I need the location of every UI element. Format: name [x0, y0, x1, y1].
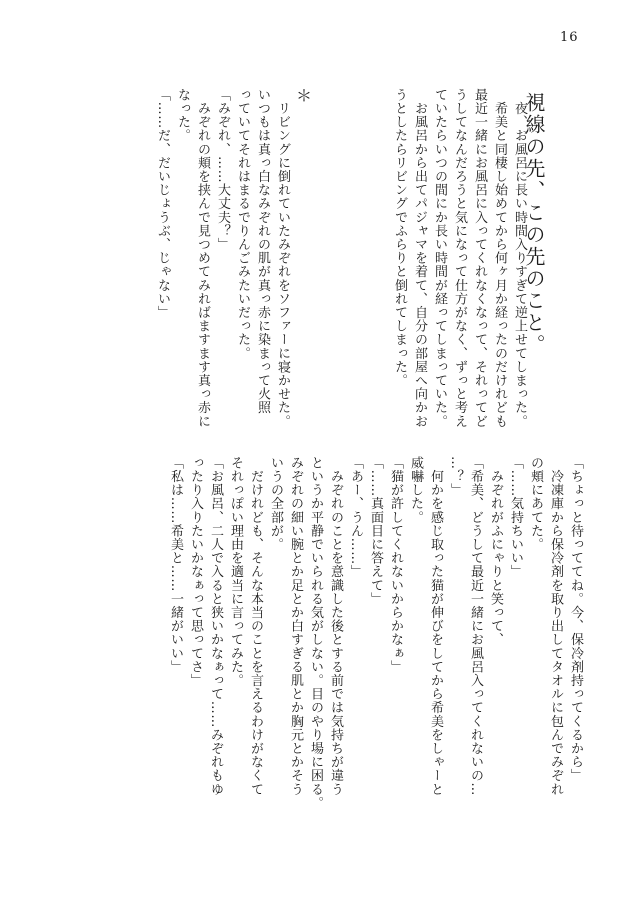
text-line: なった。	[175, 88, 190, 143]
text-line: それっぽい理由を適当に言ってみた。	[228, 456, 243, 688]
text-line: っていてそれはまるでりんごみたいだった。	[235, 88, 250, 360]
text-line: ていたらいつの間にか長い時間が経ってしまっていた。	[432, 88, 447, 428]
text-line: 「希美、どうして最近一緒にお風呂入ってくれないの…	[468, 456, 483, 796]
text-line: の頬にあてた。	[528, 456, 543, 552]
text-line: リビングに倒れていたみぞれをソファーに寝かせた。	[275, 88, 290, 428]
text-line: だけれども、そんな本当のことを言えるわけがなくて	[248, 456, 263, 796]
text-line: ったり入りたいかなぁって思ってさ」	[188, 456, 203, 688]
text-line: 冷凍庫から保冷剤を取り出してタオルに包んでみぞれ	[548, 456, 563, 796]
text-line: 「あー、うん……」	[348, 456, 363, 579]
scene-break-asterisk: ＊	[296, 86, 313, 105]
text-line: 「……だ、だいじょうぶ、じゃない」	[155, 88, 170, 320]
text-line: うとしたらリビングでふらりと倒れてしまった。	[392, 88, 407, 388]
text-line: 「みぞれ、……大丈夫？」	[215, 88, 230, 252]
text-block-top	[389, 88, 529, 433]
text-line: お風呂から出てパジャマを着て、自分の部屋へ向かお	[412, 88, 427, 428]
text-block-top-2	[152, 88, 292, 433]
text-line: 希美と同棲し始めてから何ヶ月か経ったのだけれども	[492, 88, 507, 428]
text-block-bottom	[165, 456, 585, 810]
page-number: 16	[560, 30, 579, 45]
text-line: みぞれの細い腕とか足とか白すぎる肌とか胸元とかそう	[288, 456, 303, 796]
text-line: 「ちょっと待っててね。今、保冷剤持ってくるから」	[568, 456, 583, 783]
text-line: 威嚇した。	[408, 456, 423, 524]
text-line: …？」	[448, 456, 463, 497]
text-line: みぞれの頬を挟んで見つめてみればますます真っ赤に	[195, 88, 210, 428]
chapter-title: 視線の先、この先のこと。	[522, 92, 546, 356]
text-line: いつもは真っ白なみぞれの肌が真っ赤に染まって火照	[255, 88, 270, 415]
text-line: 「……気持ちいい」	[508, 456, 523, 579]
text-line: 「お風呂、二人で入ると狭いかなぁって……みぞれもゆ	[208, 456, 223, 796]
text-line: みぞれのことを意識した後とする前では気持ちが違う	[328, 456, 343, 796]
text-line: 「……真面目に答えて」	[368, 456, 383, 606]
text-line: みぞれがふにゃりと笑って、	[488, 456, 503, 647]
text-line: 「猫が許してくれないからかなぁ」	[388, 456, 403, 674]
text-line: 何かを感じ取った猫が伸びをしてから希美をしゃーと	[428, 456, 443, 796]
text-line: 夜、お風呂に長い時間入りすぎて逆上せてしまった。	[512, 88, 527, 428]
text-line: うしてなんだろうと気になって仕方がなく、ずっと考え	[452, 88, 467, 428]
text-line: 「私は……希美と……一緒がいい」	[168, 456, 183, 674]
text-line: というか平静でいられる気がしない。目のやり場に困る。	[308, 456, 323, 810]
text-line: いうの全部が。	[268, 456, 283, 552]
text-line: 最近一緒にお風呂に入ってくれなくなって、それってど	[472, 88, 487, 428]
